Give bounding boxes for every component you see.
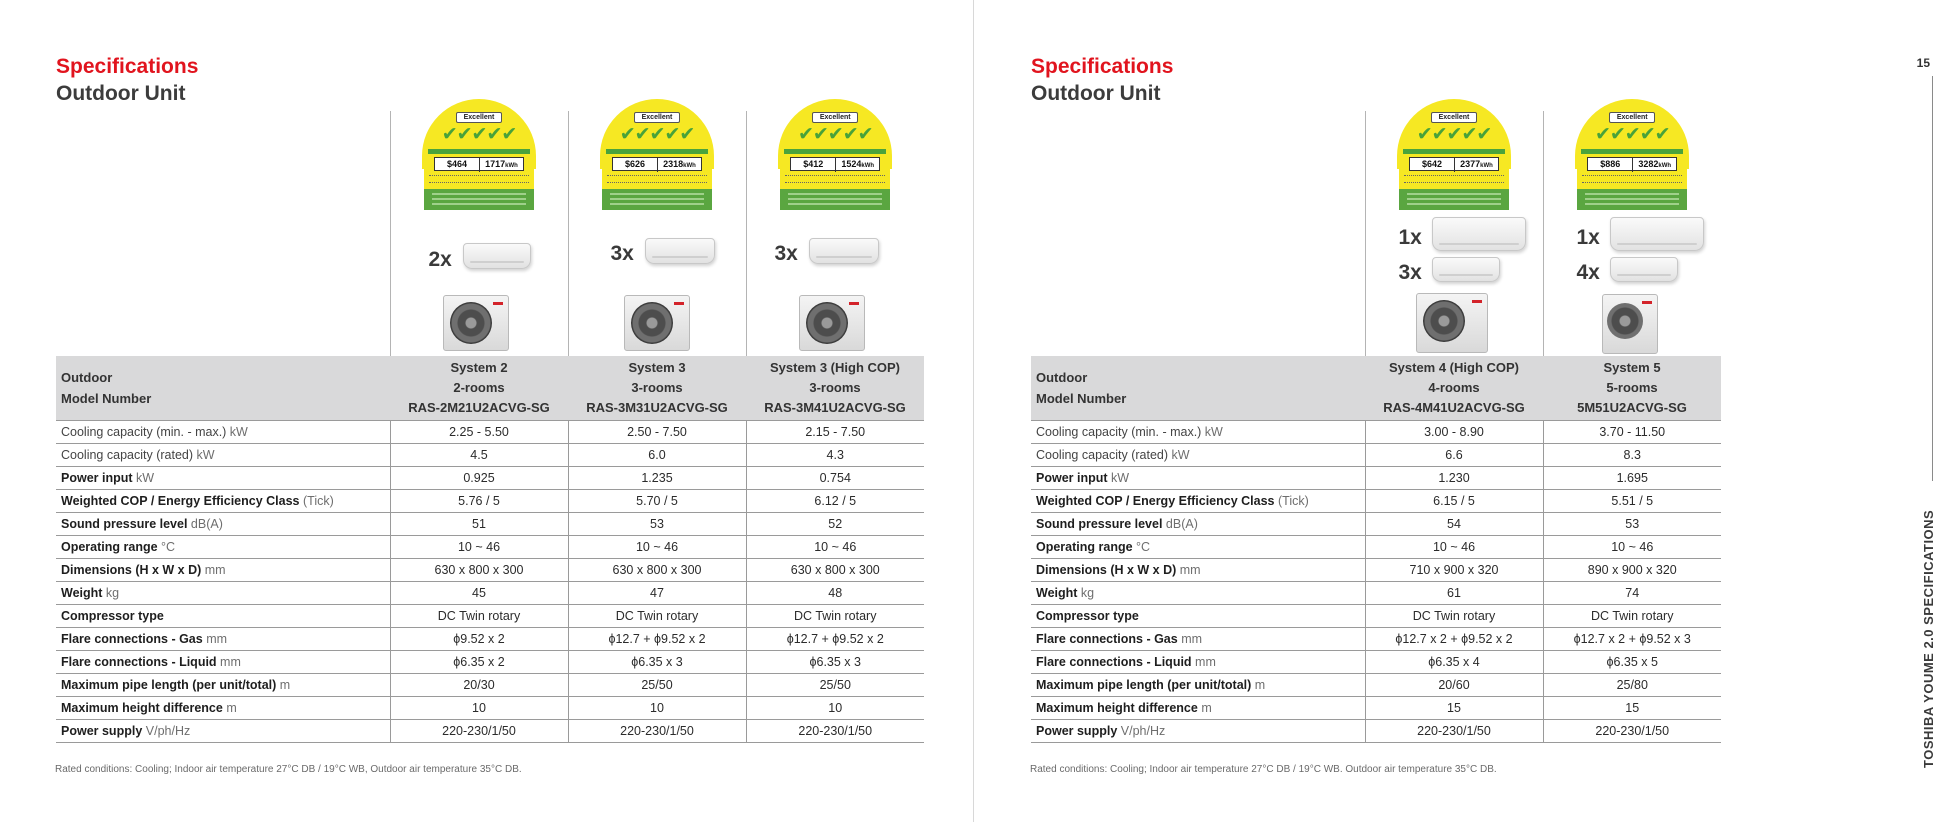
spec-table-right: [1031, 111, 1721, 743]
spec-label: [1031, 535, 1365, 558]
spec-unit: (Tick): [1274, 493, 1309, 508]
energy-rating-text: Excellent: [1609, 112, 1655, 123]
spec-row: [1031, 696, 1721, 719]
spec-unit: dB(A): [187, 516, 223, 531]
spec-value: ϕ12.7 + ϕ9.52 x 2: [746, 627, 924, 650]
kwh-unit: kWh: [683, 163, 696, 169]
spec-unit: °C: [157, 539, 176, 554]
spec-value: ϕ12.7 x 2 + ϕ9.52 x 3: [1543, 627, 1721, 650]
kwh-unit: kWh: [1480, 163, 1493, 169]
spec-label: [1031, 512, 1365, 535]
energy-rating-label: [1575, 99, 1689, 210]
header-outdoor: Outdoor: [61, 369, 113, 385]
page-divider: [973, 0, 974, 822]
spec-value: ϕ12.7 x 2 + ϕ9.52 x 2: [1365, 627, 1543, 650]
spec-label: [56, 443, 390, 466]
spec-value: 53: [568, 512, 746, 535]
system-model: RAS-3M41U2ACVG-SG: [764, 399, 906, 415]
system-rooms: 3-rooms: [631, 379, 683, 395]
outdoor-unit-image: [1416, 293, 1488, 353]
system-name: System 3: [628, 359, 686, 375]
spec-row: [56, 512, 924, 535]
spec-label: [1031, 696, 1365, 719]
product-image-row: [1031, 111, 1721, 356]
spec-value: 890 x 900 x 320: [1543, 558, 1721, 581]
spec-label: [1031, 420, 1365, 443]
spec-row: [1031, 489, 1721, 512]
spec-row: [1031, 627, 1721, 650]
spec-label: [56, 466, 390, 489]
spec-label-text: Maximum height difference: [61, 700, 223, 715]
spec-row: [1031, 650, 1721, 673]
label-energy-consumption: 2318: [663, 159, 684, 169]
spec-label-text: Cooling capacity (rated): [61, 447, 194, 462]
spec-value: 0.925: [390, 466, 568, 489]
system-rooms: 3-rooms: [809, 379, 861, 395]
spec-label: [1031, 558, 1365, 581]
spec-label-text: Flare connections - Liquid: [61, 654, 217, 669]
sidebar-title: TOSHIBA YOUME 2.0 SPECIFICATIONS: [1921, 509, 1936, 768]
page-title: Specifications: [1031, 55, 1174, 78]
spec-label: [1031, 719, 1365, 742]
spec-value: DC Twin rotary: [1365, 604, 1543, 627]
spec-unit: kW: [193, 447, 215, 462]
spec-value: 220-230/1/50: [568, 719, 746, 742]
system-name: System 5: [1603, 359, 1661, 375]
spec-label-text: Dimensions (H x W x D): [61, 562, 202, 577]
spec-value: DC Twin rotary: [1543, 604, 1721, 627]
spec-unit: m: [276, 677, 291, 692]
indoor-unit-quantity-large: 1x: [1398, 226, 1422, 249]
spec-value: ϕ6.35 x 3: [746, 650, 924, 673]
spec-label-text: Dimensions (H x W x D): [1036, 562, 1177, 577]
spec-label: [1031, 581, 1365, 604]
system-rooms: 2-rooms: [453, 379, 505, 395]
spec-label: [56, 535, 390, 558]
star-rating-ticks: ✔✔✔✔✔: [1594, 124, 1670, 145]
indoor-unit-image: [809, 238, 879, 264]
spec-label: [56, 627, 390, 650]
outdoor-unit-image: [624, 295, 690, 351]
spec-label: [1031, 466, 1365, 489]
spec-value: 10 ~ 46: [746, 535, 924, 558]
spec-value: 1.695: [1543, 466, 1721, 489]
spec-unit: dB(A): [1162, 516, 1198, 531]
system-name: System 4 (High COP): [1388, 359, 1520, 375]
spec-value: 5.51 / 5: [1543, 489, 1721, 512]
spec-row: [1031, 512, 1721, 535]
spec-label: [1031, 443, 1365, 466]
system-4-images: [1365, 111, 1543, 356]
spec-unit: m: [1197, 700, 1212, 715]
spec-label-text: Flare connections - Gas: [61, 631, 203, 646]
spec-unit: mm: [1177, 631, 1203, 646]
system-model: RAS-2M21U2ACVG-SG: [408, 399, 550, 415]
spec-row: [56, 673, 924, 696]
indoor-unit-quantity-small: 4x: [1576, 261, 1600, 284]
system-name: System 2: [450, 359, 508, 375]
system-5-images: [1543, 111, 1721, 356]
spec-label: [1031, 673, 1365, 696]
spec-value: 2.25 - 5.50: [390, 420, 568, 443]
spec-unit: kW: [132, 470, 155, 485]
spec-row: [1031, 535, 1721, 558]
spec-row: [56, 719, 924, 742]
spec-value: 220-230/1/50: [746, 719, 924, 742]
spec-row: [1031, 673, 1721, 696]
spec-label-text: Maximum height difference: [1036, 700, 1198, 715]
spec-unit: V/ph/Hz: [1117, 723, 1166, 738]
spec-value: 25/50: [746, 673, 924, 696]
outdoor-unit-image: [799, 295, 865, 351]
spec-value: ϕ6.35 x 4: [1365, 650, 1543, 673]
spec-row: [56, 466, 924, 489]
spec-row: [56, 696, 924, 719]
system-header: [1365, 356, 1543, 420]
spec-unit: mm: [1176, 562, 1201, 577]
energy-rating-label: [778, 99, 892, 210]
spec-label-text: Power supply: [61, 723, 143, 738]
spec-label-text: Cooling capacity (min. - max.): [1036, 424, 1202, 439]
spec-row: [1031, 604, 1721, 627]
spec-value: 15: [1543, 696, 1721, 719]
spec-value: 2.50 - 7.50: [568, 420, 746, 443]
spec-value: ϕ6.35 x 2: [390, 650, 568, 673]
spec-value: 20/30: [390, 673, 568, 696]
system-2-images: [390, 111, 568, 356]
system-model: RAS-4M41U2ACVG-SG: [1383, 399, 1525, 415]
spec-value: DC Twin rotary: [746, 604, 924, 627]
energy-rating-label: [422, 99, 536, 210]
spec-unit: mm: [202, 631, 228, 646]
spec-label: [56, 604, 390, 627]
header-model-number: Model Number: [61, 390, 152, 406]
indoor-unit-large-image: [1610, 217, 1704, 251]
spec-value: 0.754: [746, 466, 924, 489]
spec-value: DC Twin rotary: [568, 604, 746, 627]
label-energy-consumption: 3282: [1638, 159, 1659, 169]
right-page: [975, 0, 1946, 822]
spec-row: [56, 581, 924, 604]
spec-value: 47: [568, 581, 746, 604]
spec-label: [1031, 627, 1365, 650]
indoor-unit-image: [645, 238, 715, 264]
spec-label: [56, 558, 390, 581]
rated-conditions-footnote: Rated conditions: Cooling; Indoor air temperature 27°C DB / 19°C WB. Outdoor air temperature 35°C DB.: [1030, 764, 1497, 775]
label-running-cost: $642: [1421, 159, 1443, 169]
spec-value: 20/60: [1365, 673, 1543, 696]
energy-rating-text: Excellent: [812, 112, 858, 123]
header-label: [56, 356, 390, 420]
outdoor-unit-image: [1602, 294, 1658, 354]
label-running-cost: $626: [624, 159, 646, 169]
label-running-cost: $412: [803, 159, 824, 169]
spec-value: 10: [568, 696, 746, 719]
label-energy-consumption: 1524: [841, 159, 862, 169]
page-subtitle: Outdoor Unit: [56, 82, 186, 105]
spec-label-text: Power input: [61, 470, 133, 485]
energy-rating-text: Excellent: [1431, 112, 1477, 123]
spec-value: 6.6: [1365, 443, 1543, 466]
image-row-spacer: [56, 111, 390, 356]
spec-value: 10 ~ 46: [568, 535, 746, 558]
spec-label: [56, 719, 390, 742]
spec-unit: m: [1251, 677, 1266, 692]
spec-value: ϕ9.52 x 2: [390, 627, 568, 650]
spec-row: [1031, 719, 1721, 742]
spec-unit: kg: [1077, 585, 1095, 600]
system-header: [1543, 356, 1721, 420]
model-header-row: [56, 356, 924, 420]
system-3-high-cop-images: [746, 111, 924, 356]
spec-row: [1031, 581, 1721, 604]
spec-value: 51: [390, 512, 568, 535]
system-model: RAS-3M31U2ACVG-SG: [586, 399, 728, 415]
spec-value: ϕ12.7 + ϕ9.52 x 2: [568, 627, 746, 650]
page-number: 15: [1916, 56, 1930, 70]
spec-row: [56, 558, 924, 581]
system-3-images: [568, 111, 746, 356]
indoor-unit-quantity: 3x: [774, 242, 798, 265]
spec-unit: kW: [226, 424, 248, 439]
spec-value: 10 ~ 46: [390, 535, 568, 558]
spec-label: [1031, 604, 1365, 627]
system-model: 5M51U2ACVG-SG: [1577, 399, 1687, 415]
spec-unit: mm: [216, 654, 241, 669]
spec-unit: kW: [1201, 424, 1223, 439]
spec-row: [1031, 466, 1721, 489]
spec-unit: kW: [1168, 447, 1190, 462]
system-name: System 3 (High COP): [769, 359, 901, 375]
spec-label: [56, 650, 390, 673]
image-row-spacer: [1031, 111, 1365, 356]
spec-label-text: Weighted COP / Energy Efficiency Class: [1036, 493, 1275, 508]
spec-label: [56, 489, 390, 512]
spec-value: 220-230/1/50: [390, 719, 568, 742]
spec-value: DC Twin rotary: [390, 604, 568, 627]
spec-value: 6.12 / 5: [746, 489, 924, 512]
spec-label-text: Operating range: [1036, 539, 1133, 554]
spec-value: 1.230: [1365, 466, 1543, 489]
spec-label-text: Power input: [1036, 470, 1108, 485]
spec-row: [56, 489, 924, 512]
indoor-unit-image: [463, 243, 531, 269]
spec-value: 3.70 - 11.50: [1543, 420, 1721, 443]
star-rating-ticks: ✔✔✔✔✔: [797, 124, 873, 145]
kwh-unit: kWh: [505, 163, 518, 169]
spec-label-text: Weight: [1036, 585, 1078, 600]
spec-label-text: Maximum pipe length (per unit/total): [61, 677, 277, 692]
spec-value: 5.76 / 5: [390, 489, 568, 512]
spec-value: 220-230/1/50: [1365, 719, 1543, 742]
spec-label: [56, 696, 390, 719]
spec-value: 630 x 800 x 300: [568, 558, 746, 581]
indoor-unit-small-image: [1432, 257, 1500, 282]
model-header-row: [1031, 356, 1721, 420]
spec-label-text: Weight: [61, 585, 103, 600]
spec-label: [56, 512, 390, 535]
spec-table-left: [56, 111, 924, 743]
system-header: [390, 356, 568, 420]
spec-value: 53: [1543, 512, 1721, 535]
sidebar-rule: [1932, 76, 1933, 481]
spec-value: 15: [1365, 696, 1543, 719]
spec-label-text: Compressor type: [61, 608, 164, 623]
spec-row: [56, 420, 924, 443]
spec-label-text: Sound pressure level: [1036, 516, 1163, 531]
header-model-number: Model Number: [1036, 390, 1127, 406]
spec-row: [56, 627, 924, 650]
label-energy-consumption: 1717: [485, 159, 506, 169]
indoor-unit-quantity-small: 3x: [1398, 261, 1422, 284]
header-outdoor: Outdoor: [1036, 369, 1088, 385]
spec-label-text: Compressor type: [1036, 608, 1139, 623]
spec-label: [1031, 489, 1365, 512]
spec-unit: mm: [201, 562, 226, 577]
spec-label-text: Cooling capacity (min. - max.): [61, 424, 227, 439]
spec-value: 74: [1543, 581, 1721, 604]
label-energy-consumption: 2377: [1460, 159, 1481, 169]
spec-unit: mm: [1191, 654, 1216, 669]
spec-value: 630 x 800 x 300: [390, 558, 568, 581]
spec-value: 10: [390, 696, 568, 719]
spec-value: 4.5: [390, 443, 568, 466]
indoor-unit-quantity-large: 1x: [1576, 226, 1600, 249]
kwh-unit: kWh: [861, 163, 875, 169]
spec-label-text: Cooling capacity (rated): [1036, 447, 1169, 462]
label-running-cost: $886: [1600, 159, 1621, 169]
spec-value: 48: [746, 581, 924, 604]
spec-label: [56, 673, 390, 696]
indoor-unit-quantity: 2x: [428, 248, 452, 271]
spec-value: 5.70 / 5: [568, 489, 746, 512]
system-rooms: 5-rooms: [1606, 379, 1658, 395]
spec-value: 10: [746, 696, 924, 719]
spec-unit: V/ph/Hz: [142, 723, 191, 738]
energy-rating-label: [600, 99, 714, 210]
spec-unit: °C: [1132, 539, 1151, 554]
spec-row: [56, 650, 924, 673]
spec-label: [56, 420, 390, 443]
spec-label: [56, 581, 390, 604]
spec-row: [56, 604, 924, 627]
star-rating-ticks: ✔✔✔✔✔: [1416, 124, 1492, 145]
spec-value: 6.0: [568, 443, 746, 466]
spec-value: 54: [1365, 512, 1543, 535]
star-rating-ticks: ✔✔✔✔✔: [619, 124, 695, 145]
page-title: Specifications: [56, 55, 199, 78]
spec-value: 25/50: [568, 673, 746, 696]
spec-row: [1031, 420, 1721, 443]
spec-value: 630 x 800 x 300: [746, 558, 924, 581]
spec-value: 6.15 / 5: [1365, 489, 1543, 512]
spec-unit: kW: [1107, 470, 1130, 485]
star-rating-ticks: ✔✔✔✔✔: [441, 124, 517, 145]
energy-rating-text: Excellent: [456, 112, 502, 123]
spec-label: [1031, 650, 1365, 673]
spec-label-text: Weighted COP / Energy Efficiency Class: [61, 493, 300, 508]
page-subtitle: Outdoor Unit: [1031, 82, 1161, 105]
spec-value: 45: [390, 581, 568, 604]
spec-value: 10 ~ 46: [1543, 535, 1721, 558]
spec-value: ϕ6.35 x 3: [568, 650, 746, 673]
rated-conditions-footnote: Rated conditions: Cooling; Indoor air temperature 27°C DB / 19°C WB, Outdoor air temperature 35°C DB.: [55, 764, 522, 775]
energy-rating-text: Excellent: [634, 112, 680, 123]
spec-label-text: Maximum pipe length (per unit/total): [1036, 677, 1252, 692]
spec-unit: kg: [102, 585, 120, 600]
spec-value: 52: [746, 512, 924, 535]
product-image-row: [56, 111, 924, 356]
spec-unit: (Tick): [299, 493, 334, 508]
spec-row: [1031, 443, 1721, 466]
kwh-unit: kWh: [1658, 163, 1672, 169]
spec-label-text: Flare connections - Liquid: [1036, 654, 1192, 669]
system-header: [568, 356, 746, 420]
spec-value: 25/80: [1543, 673, 1721, 696]
spec-value: 4.3: [746, 443, 924, 466]
spec-label-text: Operating range: [61, 539, 158, 554]
spec-value: 1.235: [568, 466, 746, 489]
spec-value: 10 ~ 46: [1365, 535, 1543, 558]
spec-value: 3.00 - 8.90: [1365, 420, 1543, 443]
spec-label-text: Power supply: [1036, 723, 1118, 738]
spec-row: [1031, 558, 1721, 581]
energy-rating-label: [1397, 99, 1511, 210]
spec-value: ϕ6.35 x 5: [1543, 650, 1721, 673]
spec-value: 61: [1365, 581, 1543, 604]
spec-row: [56, 535, 924, 558]
label-running-cost: $464: [446, 159, 468, 169]
indoor-unit-small-image: [1610, 257, 1678, 282]
spec-value: 2.15 - 7.50: [746, 420, 924, 443]
outdoor-unit-image: [443, 295, 509, 351]
spec-label-text: Flare connections - Gas: [1036, 631, 1178, 646]
spec-value: 8.3: [1543, 443, 1721, 466]
spec-value: 710 x 900 x 320: [1365, 558, 1543, 581]
indoor-unit-large-image: [1432, 217, 1526, 251]
spec-row: [56, 443, 924, 466]
header-label: [1031, 356, 1365, 420]
spec-value: 220-230/1/50: [1543, 719, 1721, 742]
spec-label-text: Sound pressure level: [61, 516, 188, 531]
system-rooms: 4-rooms: [1428, 379, 1480, 395]
indoor-unit-quantity: 3x: [610, 242, 634, 265]
system-header: [746, 356, 924, 420]
spec-unit: m: [222, 700, 237, 715]
